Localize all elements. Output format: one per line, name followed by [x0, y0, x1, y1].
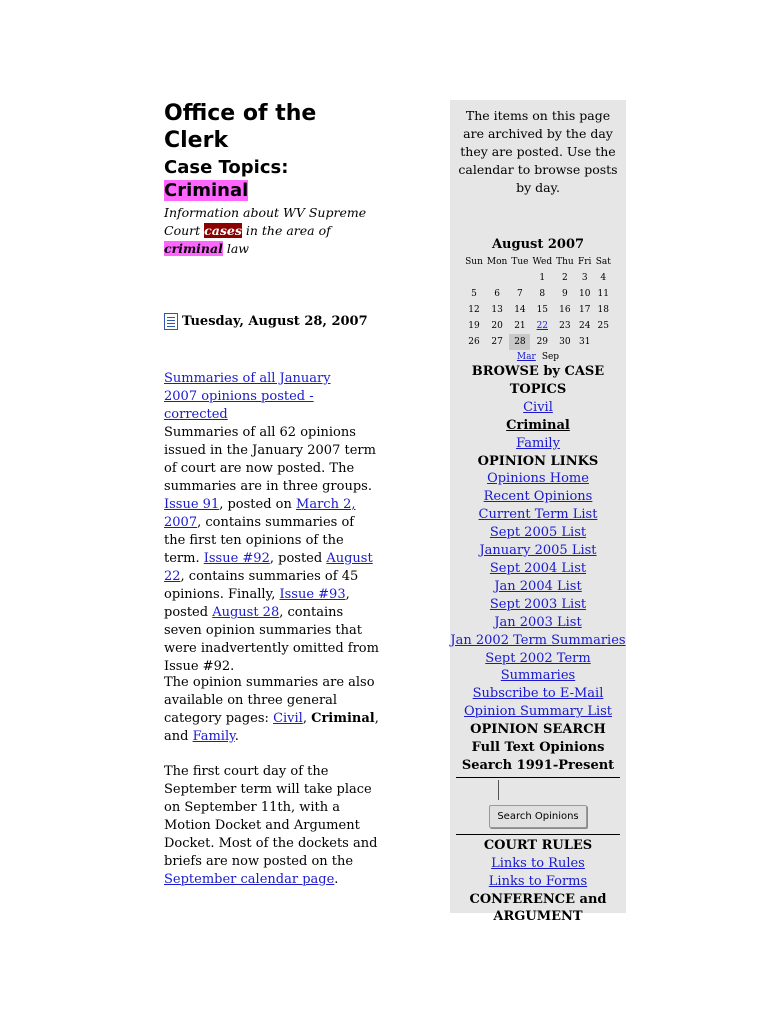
opinion-link[interactable]: Jan 2003 List: [494, 614, 582, 630]
post-date-row: [164, 313, 368, 330]
divider: [456, 777, 620, 778]
calendar-day: 12: [468, 305, 480, 315]
p2-text-d: .: [234, 729, 239, 744]
calendar-day: 9: [562, 289, 568, 299]
court-rules-header: COURT RULES: [483, 837, 593, 853]
p1-text-f: , posted: [164, 587, 350, 620]
calendar-week: [463, 318, 613, 334]
post-title: [164, 370, 364, 424]
calendar-week: [463, 334, 613, 350]
post-title-link[interactable]: Summaries of all January 2007 opinions posted - corrected: [164, 371, 331, 422]
calendar-day-header: Thu: [556, 257, 574, 267]
calendar-day-header: Tue: [511, 257, 529, 267]
calendar-next-label: Sep: [541, 352, 560, 362]
desc-text-2: in the area of: [241, 223, 331, 238]
p1-text-b: , posted on: [219, 497, 297, 512]
opinion-links-header: OPINION LINKS: [477, 453, 599, 469]
p1-text-g: , contains seven opinion summaries that were inadvertently omitted from Issue #92.: [164, 605, 379, 674]
calendar-day-header: Wed: [532, 257, 553, 267]
opinion-link[interactable]: Subscribe to E-Mail: [472, 686, 604, 702]
calendar-day: 20: [491, 321, 503, 331]
calendar-day: 11: [597, 289, 609, 299]
highlight-criminal: criminal: [164, 241, 223, 256]
calendar-day: 21: [514, 321, 526, 331]
desc-text-3: law: [222, 241, 249, 256]
calendar-day-header: Sun: [465, 257, 483, 267]
divider: [456, 834, 620, 835]
calendar-day: [463, 270, 485, 286]
calendar-day: 17: [578, 305, 591, 315]
opinion-search-header: OPINION SEARCH: [470, 722, 606, 738]
links-to-rules-link[interactable]: Links to Rules: [491, 855, 585, 871]
sidebar: [450, 100, 626, 925]
p2-text-a: The opinion summaries are also available on three general category pages:: [164, 675, 375, 726]
calendar-day-header: Sat: [595, 257, 611, 267]
august-22-link[interactable]: August 22: [164, 551, 373, 584]
calendar-day: 15: [536, 305, 549, 315]
calendar-day: 31: [578, 337, 591, 347]
calendar-day: 27: [491, 337, 503, 347]
opinion-link[interactable]: Opinions Home: [487, 471, 589, 487]
p2-text-c: , and: [164, 711, 379, 744]
calendar-day: 29: [536, 337, 549, 347]
page-description: [164, 204, 384, 258]
page-title: Office of the Clerk: [164, 101, 317, 153]
calendar-today: 28: [509, 334, 530, 350]
opinion-link[interactable]: Jan 2004 List: [494, 578, 582, 594]
march-2-link[interactable]: March 2, 2007: [164, 497, 356, 530]
browse-header: BROWSE by CASE TOPICS: [471, 364, 605, 397]
opinion-link[interactable]: Current Term List: [478, 507, 598, 523]
opinion-link[interactable]: Recent Opinions: [483, 489, 593, 505]
calendar-day: 1: [539, 273, 546, 283]
calendar-day: 23: [559, 321, 571, 331]
p3-text-a: The first court day of the September term will take place on September 11th, with a Motion Docket and Argument Docket. Most of the dockets and briefs are now posted on the: [164, 764, 378, 869]
issue-91-link[interactable]: Issue 91: [164, 497, 220, 512]
p1-text-d: , posted: [269, 551, 327, 566]
calendar-day: 19: [468, 321, 480, 331]
search-range-label: Search 1991-Present: [461, 757, 615, 773]
calendar-day: 25: [597, 321, 609, 331]
opinion-link[interactable]: Sept 2002 Term Summaries: [485, 650, 591, 684]
calendar-week: [463, 302, 613, 318]
august-28-link[interactable]: August 28: [212, 605, 280, 620]
calendar-day: 8: [539, 289, 546, 299]
issue-93-link[interactable]: Issue #93: [279, 587, 346, 602]
topic-criminal-current: Criminal: [506, 417, 570, 433]
conference-header: CONFERENCE and ARGUMENT: [469, 891, 607, 925]
p1-text-a: Summaries of all 62 opinions issued in the January 2007 term of court are now posted. The summaries are in three groups.: [164, 425, 376, 494]
civil-link[interactable]: Civil: [273, 711, 303, 726]
calendar-week: [463, 270, 613, 286]
calendar-day: 6: [494, 289, 500, 299]
calendar-header-row: [463, 254, 613, 270]
p3-text-b: .: [334, 872, 339, 887]
calendar-day-link[interactable]: 22: [536, 321, 549, 331]
full-text-label: Full Text Opinions: [471, 740, 605, 756]
document-icon: [164, 313, 178, 330]
calendar-day: 3: [581, 273, 588, 283]
calendar-day: 13: [491, 305, 503, 315]
opinion-link[interactable]: Opinion Summary List: [463, 704, 613, 720]
calendar-day: 16: [559, 305, 571, 315]
calendar-title: August 2007: [491, 237, 585, 252]
calendar-day: 4: [600, 273, 607, 283]
calendar-body: [463, 270, 613, 350]
calendar-day: 24: [578, 321, 591, 331]
links-to-forms-link[interactable]: Links to Forms: [488, 873, 588, 889]
post-paragraph-2: [164, 674, 379, 746]
archive-note: The items on this page are archived by the day they are posted. Use the calendar to browse posts by day.: [458, 108, 618, 195]
calendar-nav: [450, 352, 626, 362]
calendar-day: [594, 334, 613, 350]
highlight-cases: cases: [204, 223, 242, 238]
calendar-day: 2: [562, 273, 568, 283]
topic-family-link[interactable]: Family: [516, 435, 560, 451]
opinion-link[interactable]: Sept 2005 List: [489, 525, 587, 541]
opinion-link[interactable]: Sept 2004 List: [489, 560, 587, 576]
calendar-day-header: Fri: [577, 257, 592, 267]
calendar-day: [509, 270, 530, 286]
calendar-week: [463, 286, 613, 302]
september-calendar-link[interactable]: September calendar page: [164, 872, 335, 887]
calendar-day: [485, 270, 509, 286]
post-paragraph-1: [164, 424, 379, 676]
family-link[interactable]: Family: [192, 729, 235, 744]
calendar-day-cell: [530, 318, 554, 334]
p1-text-e: , contains summaries of 45 opinions. Finally,: [164, 569, 359, 602]
calendar-day-header: Mon: [486, 257, 508, 267]
calendar-day: 30: [559, 337, 571, 347]
opinion-link[interactable]: January 2005 List: [479, 543, 597, 559]
calendar-day: 5: [471, 289, 477, 299]
search-opinions-button[interactable]: Search Opinions: [489, 805, 586, 828]
opinion-link[interactable]: Jan 2002 Term Summaries: [450, 632, 626, 648]
post-date: Tuesday, August 28, 2007: [182, 314, 368, 329]
post-paragraph-3: [164, 763, 379, 889]
main-column: [164, 100, 384, 887]
calendar-day: 14: [514, 305, 526, 315]
page-subtitle: [164, 156, 384, 202]
calendar-day: 10: [578, 289, 591, 299]
subtitle-topic: Criminal: [164, 180, 249, 201]
p1-text-c: , contains summaries of the first ten opinions of the term.: [164, 515, 355, 566]
topic-civil-link[interactable]: Civil: [523, 399, 553, 415]
calendar-prev-link[interactable]: Mar: [516, 352, 536, 362]
calendar-day: 7: [517, 289, 523, 299]
sidebar-menu: [450, 363, 626, 926]
opinion-link[interactable]: Sept 2003 List: [489, 596, 587, 612]
issue-92-link[interactable]: Issue #92: [203, 551, 270, 566]
calendar-day: 18: [597, 305, 609, 315]
p2-text-b: ,: [302, 711, 312, 726]
desc-text-1: Information about WV Supreme Court: [164, 205, 367, 238]
opinion-links-list: [450, 470, 626, 721]
criminal-bold: Criminal: [311, 711, 375, 726]
calendar: [463, 254, 613, 350]
subtitle-prefix: Case Topics:: [164, 157, 289, 178]
search-input[interactable]: [498, 780, 579, 800]
calendar-day: 26: [468, 337, 480, 347]
